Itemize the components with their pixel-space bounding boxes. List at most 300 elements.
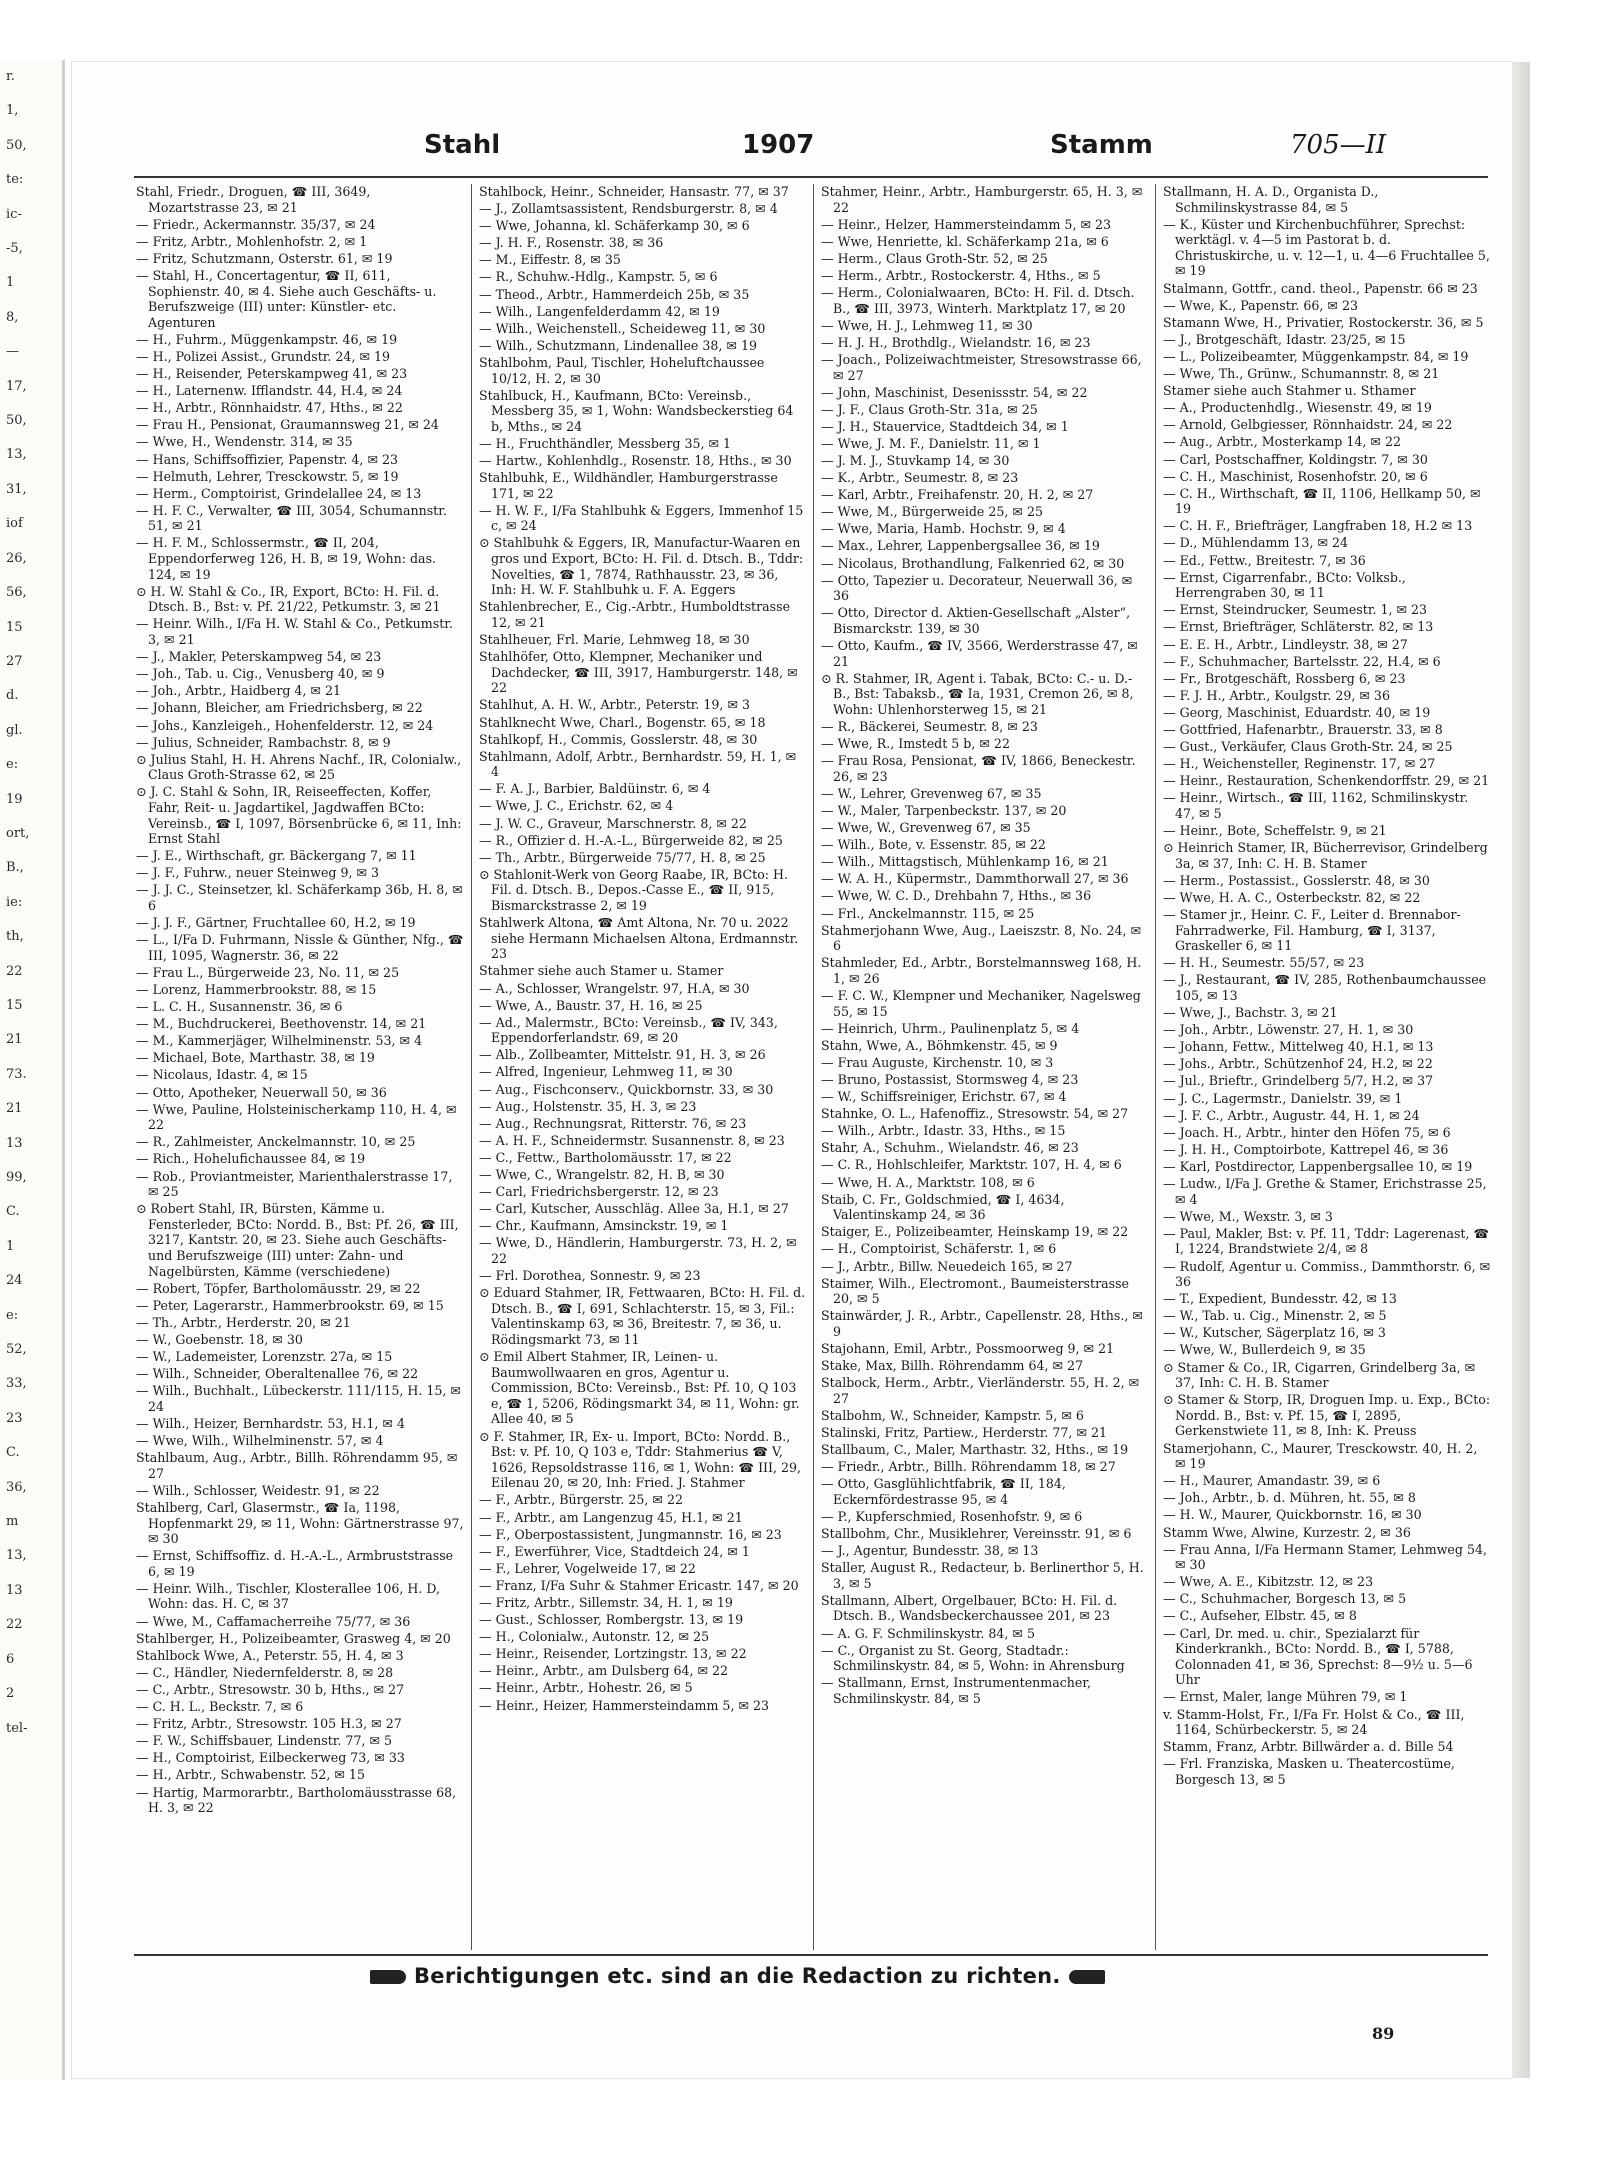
directory-entry: — Fritz, Schutzmann, Osterstr. 61, ✉ 19 <box>136 250 393 266</box>
directory-entry: — H., Colonialw., Autonstr. 12, ✉ 25 <box>479 1629 710 1645</box>
directory-entry: — J. F., Claus Groth-Str. 31a, ✉ 25 <box>821 401 1038 417</box>
directory-entry: — H. W. F., I/Fa Stahlbuhk & Eggers, Immenhof 15 c, ✉ 24 <box>479 502 804 534</box>
directory-entry: Stahlberger, H., Polizeibeamter, Grasweg 4, ✉ 20 <box>136 1630 451 1646</box>
directory-entry: — A., Schlosser, Wrangelstr. 97, H.A, ✉ 30 <box>479 980 750 996</box>
previous-page-fragment: 15 <box>6 619 23 635</box>
directory-entry: Stahlbaum, Aug., Arbtr., Billh. Röhrendamm 95, ✉ 27 <box>136 1450 458 1481</box>
previous-page-fragment: 73. <box>6 1066 27 1082</box>
directory-entry: — Joach. H., Arbtr., hinter den Höfen 75, ✉ 6 <box>1163 1124 1451 1140</box>
directory-entry: ⊙ Emil Albert Stahmer, IR, Leinen- u. Baumwollwaaren en gros, Agentur u. Commission, BCto: Vereinsb., Bst: Pf. 10, Q 103 e, ☎ 1, 5206, Rödingsmarkt 34, ✉ 11, Wohn: gr. Allee 40, ✉ 5 <box>479 1349 800 1427</box>
pointing-hand-icon <box>370 1970 406 1984</box>
directory-entry: — C. H., Maschinist, Rosenhofstr. 20, ✉ 6 <box>1163 468 1428 484</box>
previous-page-fragment: e: <box>6 757 19 773</box>
directory-entry: — H., Fuhrm., Müggenkampstr. 46, ✉ 19 <box>136 331 398 347</box>
directory-entry: — Wwe, H. A. C., Osterbeckstr. 82, ✉ 22 <box>1163 889 1421 905</box>
directory-entry: — Heinr., Helzer, Hammersteindamm 5, ✉ 23 <box>821 216 1112 232</box>
directory-entry: — J. H., Stauervice, Stadtdeich 34, ✉ 1 <box>821 418 1069 434</box>
directory-entry: Stajohann, Emil, Arbtr., Possmoorweg 9, ✉ 21 <box>821 1340 1115 1356</box>
directory-entry: — Fr., Brotgeschäft, Rossberg 6, ✉ 23 <box>1163 670 1406 686</box>
previous-page-fragment: 23 <box>6 1410 23 1426</box>
previous-page-fragment: th, <box>6 929 24 945</box>
directory-entry: — J. H. H., Comptoirbote, Kattrepel 46, ✉ 36 <box>1163 1141 1449 1157</box>
directory-entry: — Aug., Arbtr., Mosterkamp 14, ✉ 22 <box>1163 434 1401 450</box>
directory-entry: — Heinr., Arbtr., Hohestr. 26, ✉ 5 <box>479 1680 693 1696</box>
directory-entry: — R., Zahlmeister, Anckelmannstr. 10, ✉ 25 <box>136 1134 416 1150</box>
directory-entry: — Wwe, W., Bullerdeich 9, ✉ 35 <box>1163 1342 1366 1358</box>
previous-page-fragment: 36, <box>6 1479 27 1495</box>
directory-entry: ⊙ H. W. Stahl & Co., IR, Export, BCto: H. Fil. d. Dtsch. B., Bst: v. Pf. 21/22, Petkumstr. 3, ✉ 21 <box>136 583 441 615</box>
directory-entry: — Joh., Tab. u. Cig., Venusberg 40, ✉ 9 <box>136 666 385 682</box>
directory-entry: — Stallmann, Ernst, Instrumentenmacher, Schmilinskystr. 84, ✉ 5 <box>821 1675 1091 1706</box>
directory-entry: — Gottfried, Hafenarbtr., Brauerstr. 33, ✉ 8 <box>1163 722 1443 737</box>
directory-entry: — C., Händler, Niedernfelderstr. 8, ✉ 28 <box>136 1664 394 1680</box>
directory-entry: — H., Arbtr., Schwabenstr. 52, ✉ 15 <box>136 1767 365 1783</box>
directory-entry: — H., Comptoirist, Eilbeckerweg 73, ✉ 33 <box>136 1750 405 1766</box>
previous-page-fragment: ic- <box>6 206 22 222</box>
directory-entry: — Friedr., Ackermannstr. 35/37, ✉ 24 <box>136 216 376 232</box>
directory-entry: — H., Polizei Assist., Grundstr. 24, ✉ 19 <box>136 348 391 364</box>
directory-entry: — Th., Arbtr., Herderstr. 20, ✉ 21 <box>136 1314 351 1330</box>
directory-entry: Stalmann, Gottfr., cand. theol., Papenstr. 66 ✉ 23 <box>1163 280 1478 296</box>
directory-entry: — H., Comptoirist, Schäferstr. 1, ✉ 6 <box>821 1241 1057 1257</box>
directory-entry: — Johann, Fettw., Mittelweg 40, H.1, ✉ 13 <box>1163 1039 1434 1055</box>
directory-entry: — Frl. Franziska, Masken u. Theatercostüme, Borgesch 13, ✉ 5 <box>1163 1756 1455 1787</box>
directory-entry: Stamm Wwe, Alwine, Kurzestr. 2, ✉ 36 <box>1163 1524 1411 1540</box>
directory-entry: — Th., Arbtr., Bürgerweide 75/77, H. 8, ✉ 25 <box>479 849 766 865</box>
previous-page-fragment: 17, <box>6 378 27 394</box>
directory-entry: — Hartig, Marmorarbtr., Bartholomäusstrasse 68, H. 3, ✉ 22 <box>136 1784 457 1816</box>
previous-page-fragment: 99, <box>6 1170 27 1185</box>
directory-entry: — Wilh., Schneider, Oberaltenallee 76, ✉ 22 <box>136 1366 419 1382</box>
directory-entry: — Rudolf, Agentur u. Commiss., Dammthorstr. 6, ✉ 36 <box>1163 1258 1491 1290</box>
directory-entry: Stallbaum, C., Maler, Marthastr. 32, Hths., ✉ 19 <box>821 1442 1129 1458</box>
directory-entry: Staimer, Wilh., Electromont., Baumeisterstrasse 20, ✉ 5 <box>821 1275 1129 1307</box>
directory-entry: — Chr., Kaufmann, Amsinckstr. 19, ✉ 1 <box>479 1218 729 1234</box>
directory-entry: — Heinr., Restauration, Schenkendorffstr. 29, ✉ 21 <box>1163 773 1490 789</box>
directory-entry: — Nicolaus, Idastr. 4, ✉ 15 <box>136 1067 308 1083</box>
previous-page-fragment: ort, <box>6 825 30 841</box>
directory-entry: — H., Laternenw. Ifflandstr. 44, H.4, ✉ 24 <box>136 383 403 399</box>
directory-entry: — K., Küster und Kirchenbuchführer, Sprechst: werktägl. v. 4—5 im Pastorat b. d. Christuskirche, u. v. 12—1, u. 4—6 Fruchtallee 5, ✉ 19 <box>1163 216 1490 279</box>
directory-entry: — W., Lademeister, Lorenzstr. 27a, ✉ 15 <box>136 1349 393 1365</box>
directory-entry: — Wwe, J. M. F., Danielstr. 11, ✉ 1 <box>821 435 1041 451</box>
header-first-name: Stahl <box>424 130 501 160</box>
directory-entry: — J. C., Lagermstr., Danielstr. 39, ✉ 1 <box>1163 1090 1403 1106</box>
directory-entry: — Frl., Anckelmannstr. 115, ✉ 25 <box>821 905 1035 921</box>
directory-entry: — Robert, Töpfer, Bartholomäusstr. 29, ✉ 22 <box>136 1280 421 1296</box>
directory-entry: — M., Kammerjäger, Wilhelminenstr. 53, ✉ 4 <box>136 1033 423 1049</box>
directory-entry: — L. C. H., Susannenstr. 36, ✉ 6 <box>136 999 343 1015</box>
directory-entry: — H., Arbtr., Rönnhaidstr. 47, Hths., ✉ 22 <box>136 400 403 416</box>
directory-entry: — John, Maschinist, Desenissstr. 54, ✉ 22 <box>821 384 1088 400</box>
directory-entry: — Heinr., Bote, Scheffelstr. 9, ✉ 21 <box>1163 823 1387 839</box>
directory-entry: — Wwe, M., Bürgerweide 25, ✉ 25 <box>821 504 1043 520</box>
directory-entry: — Frau H., Pensionat, Graumannsweg 21, ✉ 24 <box>136 417 439 433</box>
previous-page-edge <box>0 60 65 2080</box>
directory-entry: — Aug., Fischconserv., Quickbornstr. 33, ✉ 30 <box>479 1081 774 1097</box>
directory-entry: — Friedr., Arbtr., Billh. Röhrendamm 18, ✉ 27 <box>821 1459 1116 1475</box>
directory-entry: — J., Restaurant, ☎ IV, 285, Rothenbaumchaussee 105, ✉ 13 <box>1163 972 1487 1003</box>
directory-entry: — Wilh., Arbtr., Idastr. 33, Hths., ✉ 15 <box>821 1123 1066 1139</box>
directory-entry: — Heinr., Reisender, Lortzingstr. 13, ✉ 22 <box>479 1646 747 1662</box>
directory-entry: — W., Tab. u. Cig., Minenstr. 2, ✉ 5 <box>1163 1308 1387 1324</box>
header-rule <box>134 176 1488 178</box>
directory-entry: — Ernst, Briefträger, Schläterstr. 82, ✉ 13 <box>1163 619 1434 635</box>
directory-entry: Stahlknecht Wwe, Charl., Bogenstr. 65, ✉ 18 <box>479 714 766 730</box>
directory-entry: Stahlberg, Carl, Glasermstr., ☎ Ia, 1198, Hopfenmarkt 29, ✉ 11, Wohn: Gärtnerstrasse 97, ✉ 30 <box>136 1499 464 1547</box>
previous-page-fragment: d. <box>6 688 19 704</box>
directory-entry: — Joh., Arbtr., b. d. Mühren, ht. 55, ✉ 8 <box>1163 1490 1416 1506</box>
directory-entry: — Wwe, Johanna, kl. Schäferkamp 30, ✉ 6 <box>479 218 750 234</box>
previous-page-fragment: 13 <box>6 1135 23 1151</box>
directory-entry: — Otto, Apotheker, Neuerwall 50, ✉ 36 <box>136 1084 387 1100</box>
directory-entry: Stallmann, H. A. D., Organista D., Schmilinskystrasse 84, ✉ 5 <box>1163 184 1379 215</box>
directory-entry: Stamm, Franz, Arbtr. Billwärder a. d. Bille 54 <box>1163 1739 1454 1755</box>
directory-entry: — Ludw., I/Fa J. Grethe & Stamer, Erichstrasse 25, ✉ 4 <box>1163 1176 1487 1207</box>
directory-entry: — J., Makler, Peterskampweg 54, ✉ 23 <box>136 649 382 665</box>
directory-entry: — Wilh., Weichenstell., Scheideweg 11, ✉ 30 <box>479 320 766 336</box>
directory-entry: — Carl, Friedrichsbergerstr. 12, ✉ 23 <box>479 1184 719 1200</box>
directory-entry: — H., Reisender, Peterskampweg 41, ✉ 23 <box>136 366 408 382</box>
previous-page-fragment: 31, <box>6 481 27 497</box>
previous-page-fragment: 22 <box>6 1617 23 1633</box>
directory-entry: — Georg, Maschinist, Eduardstr. 40, ✉ 19 <box>1163 704 1431 720</box>
directory-entry: — Herm., Comptoirist, Grindelallee 24, ✉ 13 <box>136 485 422 501</box>
directory-entry: — Frau Rosa, Pensionat, ☎ IV, 1866, Beneckestr. 26, ✉ 23 <box>821 753 1136 784</box>
directory-entry: ⊙ Stamer & Co., IR, Cigarren, Grindelberg 3a, ✉ 37, Inh: C. H. B. Stamer <box>1163 1359 1476 1391</box>
directory-entry: Stahlbock, Heinr., Schneider, Hansastr. 77, ✉ 37 <box>479 184 789 199</box>
directory-entry: — H. J. H., Brothdlg., Wielandstr. 16, ✉ 23 <box>821 334 1091 350</box>
directory-entry: Stamerjohann, C., Maurer, Tresckowstr. 40, H. 2, ✉ 19 <box>1163 1440 1478 1472</box>
directory-entry: — Wilh., Buchhalt., Lübeckerstr. 111/115, H. 15, ✉ 24 <box>136 1383 461 1414</box>
directory-entry: — Jul., Brieftr., Grindelberg 5/7, H.2, ✉ 37 <box>1163 1073 1434 1089</box>
directory-entry: — Wwe, M., Wexstr. 3, ✉ 3 <box>1163 1208 1333 1224</box>
directory-entry: — C. H., Wirthschaft, ☎ II, 1106, Hellkamp 50, ✉ 19 <box>1163 485 1481 517</box>
column-divider <box>1155 184 1156 1950</box>
previous-page-fragment: -5, <box>6 241 23 257</box>
directory-entry: — C. R., Hohlschleifer, Marktstr. 107, H. 4, ✉ 6 <box>821 1157 1122 1173</box>
directory-entry: — A., Productenhdlg., Wiesenstr. 49, ✉ 19 <box>1163 400 1432 416</box>
directory-entry: — J. H. F., Rosenstr. 38, ✉ 36 <box>479 235 664 251</box>
previous-page-fragment: r. <box>6 69 15 84</box>
directory-entry: ⊙ Eduard Stahmer, IR, Fettwaaren, BCto: H. Fil. d. Dtsch. B., ☎ I, 691, Schlachterstr. 15, ✉ 3, Fil.: Valentinskamp 63, ✉ 36, Breitestr. 7, ✉ 36, u. Rödingsmarkt 73, ✉ 11 <box>479 1285 806 1347</box>
directory-entry: — M., Buchdruckerei, Beethovenstr. 14, ✉ 21 <box>136 1016 427 1032</box>
directory-entry: — Carl, Dr. med. u. chir., Spezialarzt für Kinderkrankh., BCto: Nordd. B., ☎ I, 5788, Colonnaden 41, ✉ 36, Sprechst: 8—9½ u. 5—6 Uhr <box>1163 1625 1473 1688</box>
directory-entry: — Peter, Lagerarstr., Hammerbrookstr. 69, ✉ 15 <box>136 1297 444 1313</box>
directory-entry: — L., I/Fa D. Fuhrmann, Nissle & Günther, Nfg., ☎ III, 1095, Wagnerstr. 36, ✉ 22 <box>136 932 464 963</box>
previous-page-fragment: gl. <box>6 722 23 738</box>
previous-page-fragment: 13 <box>6 1582 23 1598</box>
directory-entry: — J., Brotgeschäft, Idastr. 23/25, ✉ 15 <box>1163 331 1406 347</box>
directory-entry: Stainwärder, J. R., Arbtr., Capellenstr. 28, Hths., ✉ 9 <box>821 1308 1143 1339</box>
directory-entry: — Johann, Bleicher, am Friedrichsberg, ✉ 22 <box>136 700 423 716</box>
footer-rule <box>134 1954 1488 1956</box>
directory-entry: Stake, Max, Billh. Röhrendamm 64, ✉ 27 <box>821 1358 1084 1374</box>
directory-entry: — Gust., Verkäufer, Claus Groth-Str. 24, ✉ 25 <box>1163 739 1453 755</box>
directory-entry: — Max., Lehrer, Lappenbergsallee 36, ✉ 19 <box>821 538 1100 554</box>
directory-entry: — Wwe, A. E., Kibitzstr. 12, ✉ 23 <box>1163 1574 1374 1590</box>
directory-entry: Stahlbohm, Paul, Tischler, Hoheluftchaussee 10/12, H. 2, ✉ 30 <box>479 354 765 386</box>
directory-entry: — Michael, Bote, Marthastr. 38, ✉ 19 <box>136 1050 375 1066</box>
previous-page-fragment: 50, <box>6 413 27 429</box>
directory-entry: — Wilh., Bote, v. Essenstr. 85, ✉ 22 <box>821 837 1046 853</box>
directory-entry: Stahlheuer, Frl. Marie, Lehmweg 18, ✉ 30 <box>479 632 750 648</box>
column-4 <box>1161 184 1491 1950</box>
directory-entry: — Heinr., Wirtsch., ☎ III, 1162, Schmilinskystr. 47, ✉ 5 <box>1163 790 1469 821</box>
previous-page-fragment: — <box>6 344 19 360</box>
directory-entry: ⊙ Stamer & Storp, IR, Droguen Imp. u. Exp., BCto: Nordd. B., Bst: v. Pf. 15, ☎ I, 2895, Gerkenstwiete 11, ✉ 8, Inh: K. Preuss <box>1163 1392 1491 1439</box>
previous-page-fragment: C. <box>6 1445 20 1461</box>
directory-entry: — Ed., Fettw., Breitestr. 7, ✉ 36 <box>1163 552 1366 568</box>
directory-entry: — J. J. F., Gärtner, Fruchtallee 60, H.2, ✉ 19 <box>136 915 416 931</box>
directory-entry: — J. F., Fuhrw., neuer Steinweg 9, ✉ 3 <box>136 865 380 881</box>
previous-page-fragment: 27 <box>6 653 23 669</box>
previous-page-fragment: B., <box>6 860 24 876</box>
directory-entry: — Fritz, Arbtr., Sillemstr. 34, H. 1, ✉ 19 <box>479 1594 733 1610</box>
directory-entry: — Lorenz, Hammerbrookstr. 88, ✉ 15 <box>136 982 377 997</box>
directory-entry: — Paul, Makler, Bst: v. Pf. 11, Tddr: Lagerenast, ☎ I, 1224, Brandstwiete 2/4, ✉ 8 <box>1163 1225 1490 1257</box>
directory-entry: — Wilh., Schlosser, Weidestr. 91, ✉ 22 <box>136 1482 380 1498</box>
directory-entry: — Carl, Postschaffner, Koldingstr. 7, ✉ 30 <box>1163 451 1428 467</box>
directory-entry: — Bruno, Postassist, Stormsweg 4, ✉ 23 <box>821 1071 1079 1087</box>
directory-entry: — Wwe, K., Papenstr. 66, ✉ 23 <box>1163 297 1359 313</box>
directory-entry: Stamann Wwe, H., Privatier, Rostockerstr. 36, ✉ 5 <box>1163 314 1484 330</box>
directory-entry: — Wwe, D., Händlerin, Hamburgerstr. 73, H. 2, ✉ 22 <box>479 1235 797 1266</box>
directory-entry: — Johs., Arbtr., Schützenhof 24, H.2, ✉ 22 <box>1163 1056 1433 1072</box>
header-last-name: Stamm <box>1050 130 1153 160</box>
directory-entry: — M., Eiffestr. 8, ✉ 35 <box>479 252 621 268</box>
directory-entry: — R., Offizier d. H.-A.-L., Bürgerweide 82, ✉ 25 <box>479 832 783 848</box>
directory-entry: — Ernst, Schiffsoffiz. d. H.-A.-L., Armbruststrasse 6, ✉ 19 <box>136 1548 454 1579</box>
directory-entry: Stahlbock Wwe, A., Peterstr. 55, H. 4, ✉ 3 <box>136 1647 404 1663</box>
directory-entry: Stahmerjohann Wwe, Aug., Laeiszstr. 8, No. 24, ✉ 6 <box>821 922 1142 954</box>
previous-page-fragment: 1 <box>6 1238 15 1254</box>
directory-entry: — J. F. C., Arbtr., Augustr. 44, H. 1, ✉ 24 <box>1163 1107 1420 1123</box>
directory-entry: — W., Maler, Tarpenbeckstr. 137, ✉ 20 <box>821 802 1067 818</box>
directory-entry: — C., Arbtr., Stresowstr. 30 b, Hths., ✉ 27 <box>136 1681 405 1697</box>
directory-entry: — F., Lehrer, Vogelweide 17, ✉ 22 <box>479 1560 696 1576</box>
footer-notice <box>362 1964 1113 1988</box>
directory-entry: — H. W., Maurer, Quickbornstr. 16, ✉ 30 <box>1163 1507 1422 1523</box>
column-divider <box>813 184 814 1950</box>
directory-entry: — Herm., Arbtr., Rostockerstr. 4, Hths., ✉ 5 <box>821 267 1101 283</box>
directory-entry: — Nicolaus, Brothandlung, Falkenried 62, ✉ 30 <box>821 555 1125 571</box>
directory-entry: Staib, C. Fr., Goldschmied, ☎ I, 4634, Valentinskamp 24, ✉ 36 <box>821 1191 1065 1223</box>
directory-entry: — Aug., Holstenstr. 35, H. 3, ✉ 23 <box>479 1098 697 1114</box>
directory-entry: — H., Weichensteller, Reginenstr. 17, ✉ 27 <box>1163 756 1436 772</box>
directory-entry: — Wilh., Heizer, Bernhardstr. 53, H.1, ✉ 4 <box>136 1415 405 1431</box>
directory-entry: — Wwe, Henriette, kl. Schäferkamp 21a, ✉ 6 <box>821 233 1109 249</box>
directory-entry: — Frau Auguste, Kirchenstr. 10, ✉ 3 <box>821 1054 1054 1070</box>
directory-entry: — Rich., Hohelufichaussee 84, ✉ 19 <box>136 1151 366 1167</box>
directory-entry: — J. M. J., Stuvkamp 14, ✉ 30 <box>821 453 1010 468</box>
directory-entry: — Hartw., Kohlenhdlg., Rosenstr. 18, Hths., ✉ 30 <box>479 453 792 468</box>
directory-entry: Stahr, A., Schuhm., Wielandstr. 46, ✉ 23 <box>821 1140 1079 1156</box>
previous-page-fragment: 26, <box>6 550 27 566</box>
directory-entry: — Heinrich, Uhrm., Paulinenplatz 5, ✉ 4 <box>821 1020 1080 1036</box>
pointing-hand-icon <box>1069 1970 1105 1984</box>
previous-page-fragment: 56, <box>6 585 27 601</box>
directory-entry: — Alb., Zollbeamter, Mittelstr. 91, H. 3, ✉ 26 <box>479 1047 766 1063</box>
directory-entry: — Ernst, Cigarrenfabr., BCto: Volksb., Herrengraben 30, ✉ 11 <box>1163 569 1406 601</box>
previous-page-fragment: 13, <box>6 1548 27 1564</box>
directory-entry: Stahlhöfer, Otto, Klempner, Mechaniker und Dachdecker, ☎ III, 3917, Hamburgerstr. 148, ✉ 22 <box>479 649 798 696</box>
directory-entry: ⊙ Heinrich Stamer, IR, Bücherrevisor, Grindelberg 3a, ✉ 37, Inh: C. H. B. Stamer <box>1163 840 1488 871</box>
page-edge-shadow <box>1512 62 1530 2078</box>
directory-entry: — F. W., Schiffsbauer, Lindenstr. 77, ✉ 5 <box>136 1733 393 1749</box>
directory-entry: ⊙ Stahlbuhk & Eggers, IR, Manufactur-Waaren en gros und Export, BCto: H. Fil. d. Dtsch. B., Tddr: Novelties, ☎ 1, 7874, Rathhausstr. 23, ✉ 36, Inh: H. W. F. Stahlbuhk u. F. A. Eggers <box>479 535 804 598</box>
directory-entry: — Wwe, Pauline, Holsteinischerkamp 110, H. 4, ✉ 22 <box>136 1101 457 1133</box>
directory-entry: — Frau L., Bürgerweide 23, No. 11, ✉ 25 <box>136 964 400 980</box>
directory-entry: — T., Expedient, Bundesstr. 42, ✉ 13 <box>1163 1291 1397 1307</box>
directory-entry: — Heinr., Arbtr., am Dulsberg 64, ✉ 22 <box>479 1663 729 1679</box>
page-number: 89 <box>1372 2024 1395 2043</box>
directory-entry: — Gust., Schlosser, Rombergstr. 13, ✉ 19 <box>479 1612 744 1628</box>
previous-page-fragment: C. <box>6 1204 20 1220</box>
column-3 <box>819 184 1149 1950</box>
directory-entry: — Wilh., Langenfelderdamm 42, ✉ 19 <box>479 303 720 319</box>
previous-page-fragment: tel- <box>6 1720 28 1736</box>
directory-entry: — Aug., Rechnungsrat, Ritterstr. 76, ✉ 23 <box>479 1115 747 1131</box>
directory-entry: — Wwe, W., Grevenweg 67, ✉ 35 <box>821 820 1031 836</box>
directory-entry: Stalbock, Herm., Arbtr., Vierländerstr. 55, H. 2, ✉ 27 <box>821 1375 1140 1406</box>
header-page-label: 705—II <box>1290 130 1387 160</box>
directory-entry: — Otto, Kaufm., ☎ IV, 3566, Werderstrasse 47, ✉ 21 <box>821 638 1138 669</box>
directory-entry: — J. W. C., Graveur, Marschnerstr. 8, ✉ 22 <box>479 815 747 831</box>
directory-entry: — F., Ewerführer, Vice, Stadtdeich 24, ✉ 1 <box>479 1543 750 1559</box>
directory-entry: — R., Schuhw.-Hdlg., Kampstr. 5, ✉ 6 <box>479 269 718 285</box>
directory-entry: — J., Arbtr., Billw. Neuedeich 165, ✉ 27 <box>821 1258 1073 1274</box>
directory-entry: — E. E. H., Arbtr., Lindleystr. 38, ✉ 27 <box>1163 636 1408 652</box>
directory-entry: — Franz, I/Fa Suhr & Stahmer Ericastr. 147, ✉ 20 <box>479 1577 799 1593</box>
previous-page-fragment: 2 <box>6 1686 15 1702</box>
directory-entry: Stahlhut, A. H. W., Arbtr., Peterstr. 19, ✉ 3 <box>479 697 751 713</box>
directory-entry: — Wilh., Schutzmann, Lindenallee 38, ✉ 19 <box>479 337 757 353</box>
directory-entry: — Wwe, R., Imstedt 5 b, ✉ 22 <box>821 736 1010 752</box>
previous-page-fragment: 50, <box>6 137 27 153</box>
directory-entry: — Ernst, Maler, lange Mühren 79, ✉ 1 <box>1163 1689 1408 1705</box>
directory-entry: — Wwe, H., Wendenstr. 314, ✉ 35 <box>136 434 353 450</box>
previous-page-fragment: 13, <box>6 447 27 463</box>
directory-entry: — Carl, Kutscher, Ausschläg. Allee 3a, H.1, ✉ 27 <box>479 1201 789 1217</box>
directory-entry: — Frau Anna, I/Fa Hermann Stamer, Lehmweg 54, ✉ 30 <box>1163 1541 1487 1573</box>
directory-entry: — Wwe, J. C., Erichstr. 62, ✉ 4 <box>479 798 674 814</box>
directory-entry: — Ad., Malermstr., BCto: Vereinsb., ☎ IV, 343, Eppendorferlandstr. 69, ✉ 20 <box>479 1014 778 1046</box>
directory-entry: Stahmer, Heinr., Arbtr., Hamburgerstr. 65, H. 3, ✉ 22 <box>821 184 1143 215</box>
directory-entry: — R., Bäckerei, Seumestr. 8, ✉ 23 <box>821 719 1038 734</box>
directory-entry: Stallbohm, Chr., Musiklehrer, Vereinsstr. 91, ✉ 6 <box>821 1526 1132 1541</box>
directory-entry: — Joh., Arbtr., Löwenstr. 27, H. 1, ✉ 30 <box>1163 1022 1414 1038</box>
directory-entry: Stahl, Friedr., Droguen, ☎ III, 3649, Mozartstrasse 23, ✉ 21 <box>136 184 371 215</box>
directory-entry: Stahlmann, Adolf, Arbtr., Bernhardstr. 59, H. 1, ✉ 4 <box>479 748 797 780</box>
directory-entry: — A. G. F. Schmilinskystr. 84, ✉ 5 <box>821 1625 1035 1641</box>
directory-entry: — Wwe, Th., Grünw., Schumannstr. 8, ✉ 21 <box>1163 366 1440 382</box>
directory-entry: Stahlbuck, H., Kaufmann, BCto: Vereinsb., Messberg 35, ✉ 1, Wohn: Wandsbeckerstieg 64 b, Mths., ✉ 24 <box>479 387 794 434</box>
directory-entry: — Fritz, Arbtr., Stresowstr. 105 H.3, ✉ 27 <box>136 1716 402 1732</box>
column-1 <box>134 184 464 1950</box>
directory-entry: — Wwe, H. J., Lehmweg 11, ✉ 30 <box>821 317 1033 333</box>
directory-entry: — J., Zollamtsassistent, Rendsburgerstr. 8, ✉ 4 <box>479 201 778 217</box>
directory-entry: — Heinr. Wilh., Tischler, Klosterallee 106, H. D, Wohn: das. H. C, ✉ 37 <box>136 1580 441 1612</box>
directory-entry: — Stahl, H., Concertagentur, ☎ II, 611, Sophienstr. 40, ✉ 4. Siehe auch Geschäfts- u. Berufszweige (III) unter: Künstler- etc. Agenturen <box>136 267 437 330</box>
directory-entry: — Herm., Colonialwaaren, BCto: H. Fil. d. Dtsch. B., ☎ III, 3973, Winterh. Marktplatz 17, ✉ 20 <box>821 285 1135 316</box>
directory-entry: — Wwe, J., Bachstr. 3, ✉ 21 <box>1163 1005 1338 1021</box>
previous-page-fragment: m <box>6 1514 19 1530</box>
directory-entry: — Otto, Tapezier u. Decorateur, Neuerwall 36, ✉ 36 <box>821 572 1133 604</box>
directory-entry: — Joach., Polizeiwachtmeister, Stresowstrasse 66, ✉ 27 <box>821 351 1142 383</box>
directory-entry: — Herm., Claus Groth-Str. 52, ✉ 25 <box>821 250 1048 266</box>
directory-entry: ⊙ J. C. Stahl & Sohn, IR, Reiseeffecten, Koffer, Fahr, Reit- u. Jagdartikel, Jagdwaffen BCto: Vereinsb., ☎ I, 1097, Börsenbrücke 6, ✉ 11, Inh: Ernst Stahl <box>136 784 462 847</box>
directory-entry: — C., Fettw., Bartholomäusstr. 17, ✉ 22 <box>479 1149 732 1165</box>
directory-entry: — Julius, Schneider, Rambachstr. 8, ✉ 9 <box>136 734 391 750</box>
directory-entry: — W., Schiffsreiniger, Erichstr. 67, ✉ 4 <box>821 1089 1067 1105</box>
directory-entry: — C. H. L., Beckstr. 7, ✉ 6 <box>136 1699 304 1715</box>
directory-entry: Stalinski, Fritz, Partiew., Herderstr. 77, ✉ 21 <box>821 1424 1108 1440</box>
directory-entry: — F., Oberpostassistent, Jungmannstr. 16, ✉ 23 <box>479 1526 782 1542</box>
directory-entry: — J. E., Wirthschaft, gr. Bäckergang 7, ✉ 11 <box>136 848 417 864</box>
directory-entry: — J., Agentur, Bundesstr. 38, ✉ 13 <box>821 1543 1039 1559</box>
footer-notice-text: Berichtigungen etc. sind an die Redaction zu richten. <box>414 1964 1061 1988</box>
directory-columns <box>134 184 1491 1950</box>
directory-entry: — P., Kupferschmied, Rosenhofstr. 9, ✉ 6 <box>821 1508 1083 1524</box>
directory-entry: — Rob., Proviantmeister, Marienthalerstrasse 17, ✉ 25 <box>136 1168 453 1200</box>
directory-entry: — W., Goebenstr. 18, ✉ 30 <box>136 1331 303 1347</box>
directory-entry: — Heinr., Heizer, Hammersteindamm 5, ✉ 23 <box>479 1697 770 1713</box>
previous-page-fragment: e: <box>6 1307 19 1323</box>
directory-entry: ⊙ F. Stahmer, IR, Ex- u. Import, BCto: Nordd. B., Bst: v. Pf. 10, Q 103 e, Tddr: Stahmerius ☎ V, 1626, Repsoldstrasse 116, ✉ 1, Wohn: ☎ III, 29, Eilenau 20, ✉ 20, Inh: Fried. J. Stahmer <box>479 1428 802 1491</box>
directory-entry: — F., Schuhmacher, Bartelsstr. 22, H.4, ✉ 6 <box>1163 653 1441 669</box>
previous-page-fragment: 22 <box>6 963 23 979</box>
directory-entry: — Wwe, H. A., Marktstr. 108, ✉ 6 <box>821 1174 1035 1190</box>
directory-entry: — Hans, Schiffsoffizier, Papenstr. 4, ✉ 23 <box>136 451 399 467</box>
previous-page-fragment: 19 <box>6 791 23 807</box>
directory-entry: Stallmann, Albert, Orgelbauer, BCto: H. Fil. d. Dtsch. B., Wandsbeckerchaussee 201, ✉ 23 <box>821 1592 1118 1624</box>
directory-entry: — W., Lehrer, Grevenweg 67, ✉ 35 <box>821 785 1042 801</box>
directory-entry: ⊙ Stahlonit-Werk von Georg Raabe, IR, BCto: H. Fil. d. Dtsch. B., Depos.-Casse E., ☎ II, 915, Bismarckstrasse 2, ✉ 19 <box>479 866 789 914</box>
directory-entry: Stamer siehe auch Stahmer u. Sthamer <box>1163 383 1416 399</box>
previous-page-fragment: 21 <box>6 1101 23 1117</box>
directory-entry: — Wwe, M., Caffamacherreihe 75/77, ✉ 36 <box>136 1613 411 1629</box>
directory-entry: Stahmleder, Ed., Arbtr., Borstelmannsweg 168, H. 1, ✉ 26 <box>821 955 1142 986</box>
directory-entry: — Karl, Postdirector, Lappenbergsallee 10, ✉ 19 <box>1163 1158 1473 1174</box>
page-header <box>72 130 1512 172</box>
directory-entry: — Wwe, C., Wrangelstr. 82, H. B, ✉ 30 <box>479 1167 725 1183</box>
directory-entry: — Frl. Dorothea, Sonnestr. 9, ✉ 23 <box>479 1268 701 1284</box>
previous-page-fragment: 1, <box>6 103 19 119</box>
directory-entry: — F. A. J., Barbier, Baldüinstr. 6, ✉ 4 <box>479 781 711 797</box>
directory-entry: — F. C. W., Klempner und Mechaniker, Nagelsweg 55, ✉ 15 <box>821 988 1141 1019</box>
directory-entry: — Alfred, Ingenieur, Lehmweg 11, ✉ 30 <box>479 1064 733 1080</box>
column-divider <box>471 184 472 1950</box>
previous-page-fragment: 24 <box>6 1273 23 1289</box>
directory-entry: Stahlenbrecher, E., Cig.-Arbtr., Humboldtstrasse 12, ✉ 21 <box>479 599 791 630</box>
directory-entry: — C. H. F., Briefträger, Langfraben 18, H.2 ✉ 13 <box>1163 518 1473 534</box>
directory-entry: — H., Maurer, Amandastr. 39, ✉ 6 <box>1163 1473 1381 1489</box>
directory-entry: — Wwe, Maria, Hamb. Hochstr. 9, ✉ 4 <box>821 521 1066 537</box>
directory-entry: — Heinr. Wilh., I/Fa H. W. Stahl & Co., Petkumstr. 3, ✉ 21 <box>136 616 453 648</box>
directory-entry: — C., Schuhmacher, Borgesch 13, ✉ 5 <box>1163 1591 1407 1607</box>
previous-page-fragment: te: <box>6 172 24 188</box>
directory-entry: — C., Organist zu St. Georg, Stadtadr.: Schmilinskystr. 84, ✉ 5, Wohn: in Ahrensburg <box>821 1642 1125 1674</box>
directory-entry: — H. H., Seumestr. 55/57, ✉ 23 <box>1163 955 1365 971</box>
directory-entry: — K., Arbtr., Seumestr. 8, ✉ 23 <box>821 470 1019 486</box>
directory-entry: — Fritz, Arbtr., Mohlenhofstr. 2, ✉ 1 <box>136 233 368 249</box>
directory-entry: — Herm., Postassist., Gosslerstr. 48, ✉ 30 <box>1163 872 1430 888</box>
directory-entry: Stalbohm, W., Schneider, Kampstr. 5, ✉ 6 <box>821 1407 1084 1423</box>
previous-page-fragment: 8, <box>6 309 19 325</box>
previous-page-fragment: ie: <box>6 894 23 910</box>
directory-entry: v. Stamm-Holst, Fr., I/Fa Fr. Holst & Co., ☎ III, 1164, Schürbeckerstr. 5, ✉ 24 <box>1163 1706 1465 1738</box>
